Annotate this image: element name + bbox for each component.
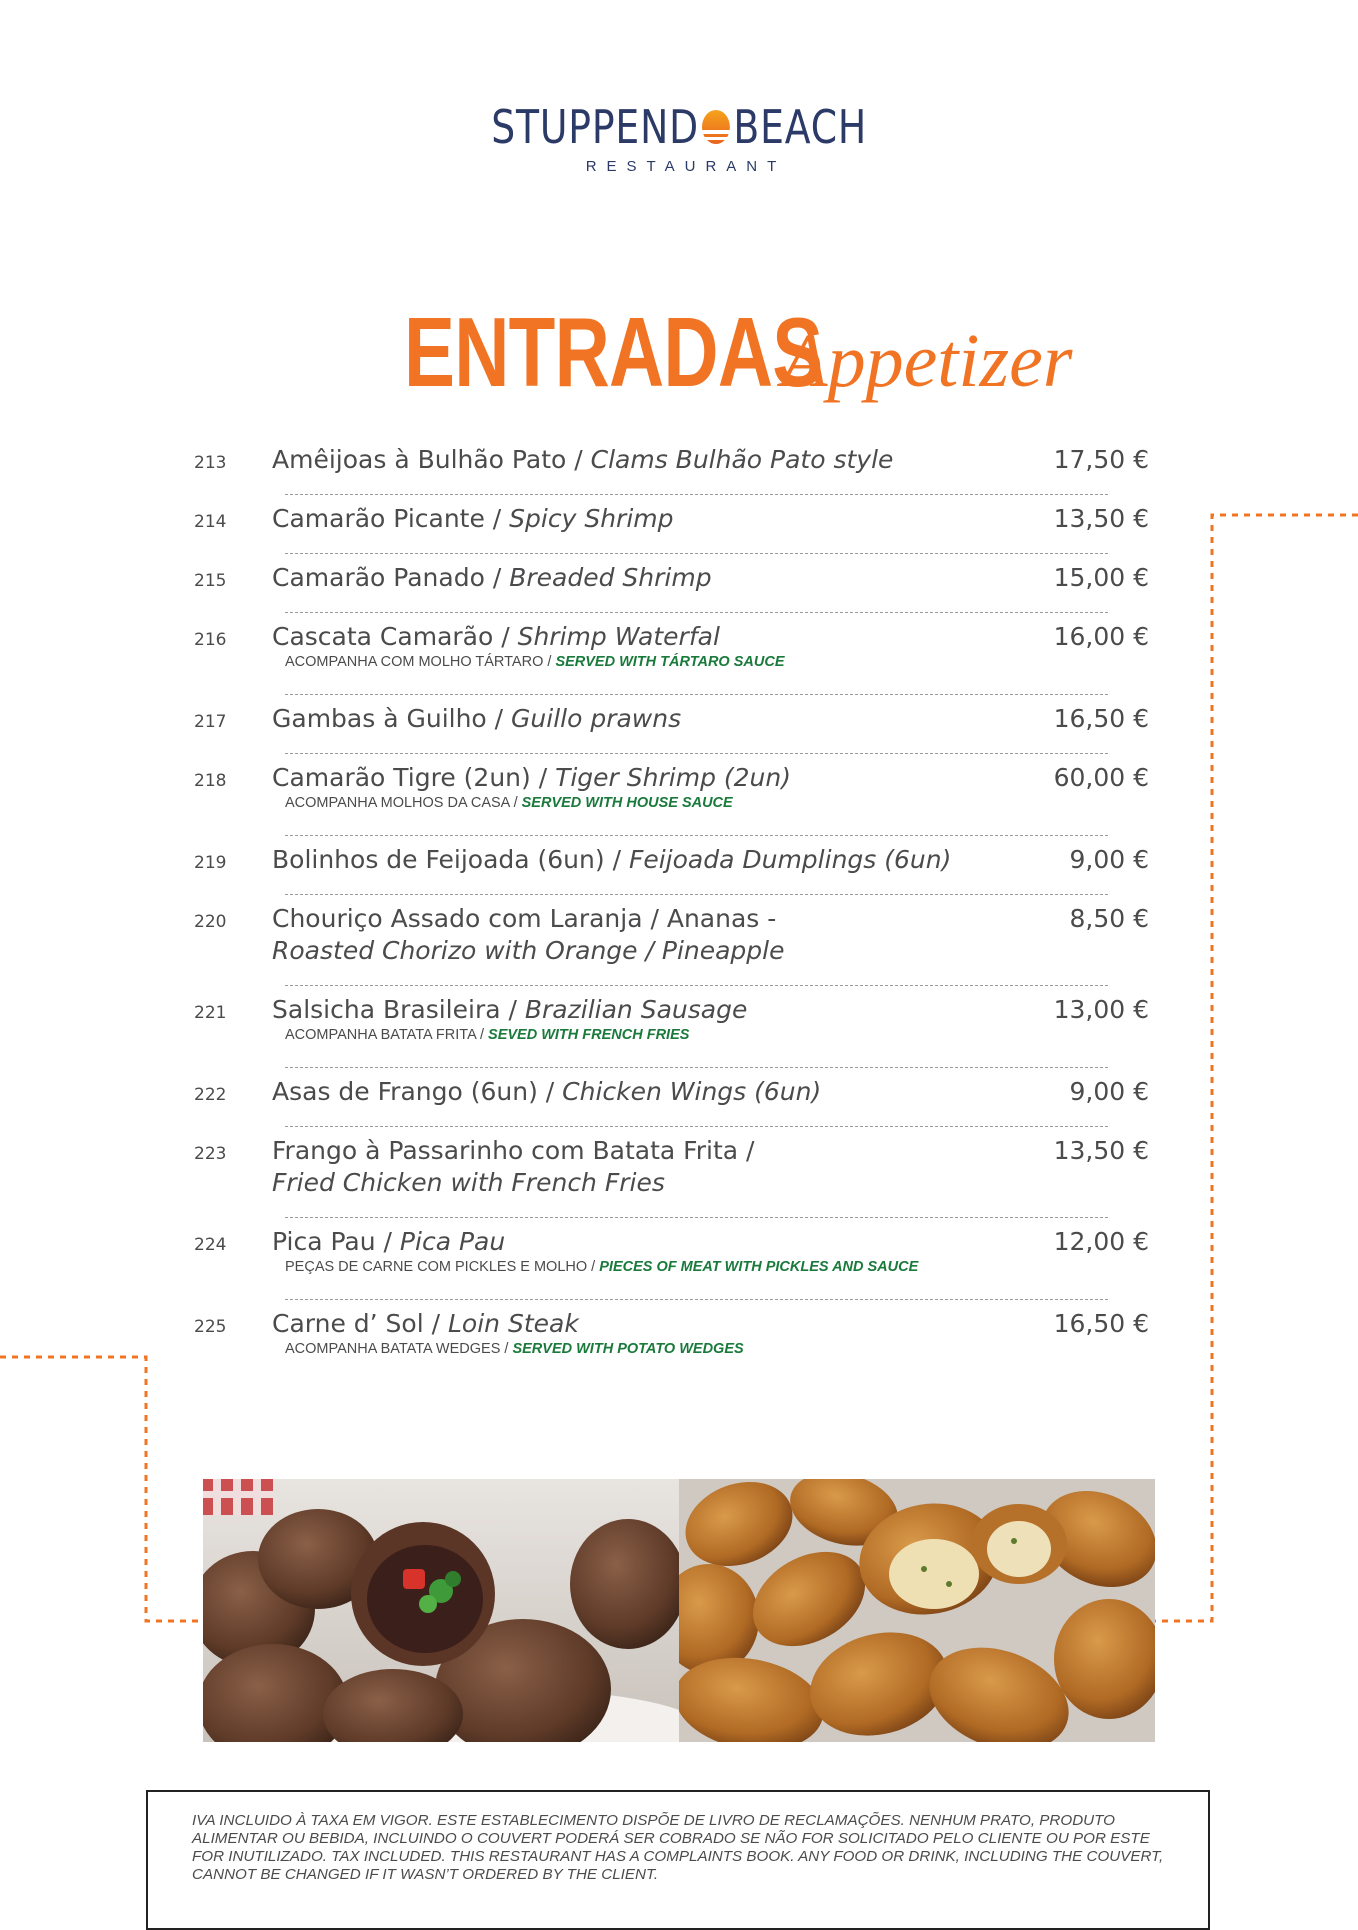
item-name-en [272,935,1149,967]
item-note-pt: ACOMPANHA BATATA WEDGES / [285,1341,513,1357]
menu-item [194,499,1149,558]
menu-item [194,558,1149,617]
item-description [272,758,1149,812]
title-english: Appetizer [781,319,1073,403]
item-number: 224 [194,1235,227,1255]
item-name-pt: Carne d’ Sol / [272,1309,448,1338]
item-number: 225 [194,1317,227,1337]
menu-item [194,1222,1149,1304]
item-description [272,1072,1149,1108]
item-name [272,762,1149,794]
item-name-en: Spicy Shrimp [509,504,674,533]
feijoada-dumplings-photo [203,1479,679,1742]
item-divider [285,694,1108,695]
item-name-en: Loin Steak [447,1309,579,1338]
item-description [272,990,1149,1044]
logo-name-left: STUPPEND [491,100,699,154]
item-name-pt: Bolinhos de Feijoada (6un) / [272,845,629,874]
item-number: 213 [194,453,227,473]
legal-notice-box [146,1790,1210,1930]
item-name-en [272,1167,1149,1199]
item-divider [285,1067,1108,1068]
item-price: 13,50 € [1053,504,1149,533]
item-price: 13,00 € [1053,995,1149,1024]
item-price: 16,00 € [1053,622,1149,651]
item-note-en: SERVED WITH POTATO WEDGES [512,1341,744,1357]
item-number: 215 [194,571,227,591]
item-divider [285,753,1108,754]
food-photos [203,1479,1155,1742]
item-name-en: Pica Pau [399,1227,506,1256]
menu-item [194,1072,1149,1131]
item-description [272,617,1149,671]
item-name [272,844,1149,876]
item-name-pt: Frango à Passarinho com Batata Frita / [272,1136,755,1165]
item-divider [285,835,1108,836]
menu-item [194,440,1149,499]
item-number: 217 [194,712,227,732]
item-name-pt: Camarão Picante / [272,504,510,533]
item-number: 221 [194,1003,227,1023]
item-number: 220 [194,912,227,932]
item-name-en: Breaded Shrimp [509,563,712,592]
item-note-en: SEVED WITH FRENCH FRIES [488,1027,690,1043]
item-name-en: Guillo prawns [511,704,682,733]
item-price: 16,50 € [1053,1309,1149,1338]
item-name [272,621,1149,653]
item-name-en: Tiger Shrimp (2un) [555,763,791,792]
item-description [272,558,1149,594]
item-description [272,840,1149,876]
item-note-pt: ACOMPANHA MOLHOS DA CASA / [285,795,522,811]
item-name [272,1226,1149,1258]
item-note-en: SERVED WITH HOUSE SAUCE [521,795,733,811]
menu-item [194,840,1149,899]
item-number: 223 [194,1144,227,1164]
item-name-en-text: Fried Chicken with French Fries [272,1168,665,1197]
item-name-en: Clams Bulhão Pato style [590,445,894,474]
logo-wordmark [491,100,867,154]
item-number: 222 [194,1085,227,1105]
item-note-pt: ACOMPANHA BATATA FRITA / [285,1027,489,1043]
item-description [272,440,1149,476]
item-divider [285,612,1108,613]
item-price: 8,50 € [1069,904,1149,933]
item-name-en: Shrimp Waterfal [517,622,720,651]
item-number: 216 [194,630,227,650]
item-price: 60,00 € [1053,763,1149,792]
item-name-pt: Camarão Tigre (2un) / [272,763,556,792]
item-note-en: PIECES OF MEAT WITH PICKLES AND SAUCE [599,1259,919,1275]
item-name-pt: Cascata Camarão / [272,622,518,651]
codfish-cakes-photo [679,1479,1155,1742]
item-name-pt: Chouriço Assado com Laranja / Ananas - [272,904,777,933]
item-price: 9,00 € [1069,845,1149,874]
menu-list [0,440,1358,1386]
item-name [272,994,1149,1026]
item-note [285,1258,1149,1276]
restaurant-logo [0,100,1358,175]
menu-item [194,758,1149,840]
item-description [272,1131,1149,1199]
item-name-en: Chicken Wings (6un) [562,1077,822,1106]
item-name [272,562,1149,594]
title-portuguese: ENTRADAS [403,297,823,407]
item-name-pt: Gambas à Guilho / [272,704,512,733]
item-number: 214 [194,512,227,532]
item-note [285,653,1149,671]
item-name [272,703,1149,735]
legal-notice-text: IVA INCLUIDO À TAXA EM VIGOR. ESTE ESTABLECIMENTO DISPÕE DE LIVRO DE RECLAMAÇÕES. NENHUM PRATO, PRODUTO ALIMENTAR OU BEBIDA, INCLUINDO O COUVERT PODERÁ SER COBRADO SE NÃO FOR SOLICITADO PELO CLIENTE OU POR ESTE FOR INUTILIZADO. TAX INCLUDED. THIS RESTAURANT HAS A COMPLAINTS BOOK. ANY FOOD OR DRINK, INCLUDING THE COUVERT, CANNOT BE CHANGED IF IT WASN’T ORDERED BY THE CLIENT. [192,1812,1164,1883]
item-divider [285,894,1108,895]
item-divider [285,494,1108,495]
item-name-en: Brazilian Sausage [524,995,748,1024]
item-note [285,1026,1149,1044]
menu-item [194,617,1149,699]
item-divider [285,1126,1108,1127]
item-note [285,794,1149,812]
item-description [272,899,1149,967]
item-name-pt: Camarão Panado / [272,563,510,592]
menu-item [194,1304,1149,1386]
item-price: 15,00 € [1053,563,1149,592]
item-name-pt: Amêijoas à Bulhão Pato / [272,445,591,474]
item-name-en-text: Roasted Chorizo with Orange / Pineapple [272,936,785,965]
item-price: 9,00 € [1069,1077,1149,1106]
item-name [272,444,1149,476]
item-name [272,1076,1149,1108]
item-divider [285,553,1108,554]
item-note [285,1340,1149,1358]
item-divider [285,1217,1108,1218]
item-description [272,499,1149,535]
menu-item [194,899,1149,990]
item-description [272,1222,1149,1276]
item-name-pt: Pica Pau / [272,1227,400,1256]
sunset-icon [700,108,731,146]
page-title [0,296,1358,409]
logo-subtitle: RESTAURANT [585,158,787,175]
item-note-pt: ACOMPANHA COM MOLHO TÁRTARO / [285,654,556,670]
item-name-pt: Asas de Frango (6un) / [272,1077,563,1106]
item-name [272,503,1149,535]
item-name-en: Feijoada Dumplings (6un) [628,845,952,874]
item-price: 12,00 € [1053,1227,1149,1256]
item-divider [285,1299,1108,1300]
item-price: 16,50 € [1053,704,1149,733]
item-price: 13,50 € [1053,1136,1149,1165]
item-name-pt: Salsicha Brasileira / [272,995,525,1024]
item-price: 17,50 € [1053,445,1149,474]
item-name [272,1308,1149,1340]
menu-item [194,699,1149,758]
item-note-en: SERVED WITH TÁRTARO SAUCE [555,654,785,670]
menu-item [194,1131,1149,1222]
menu-item [194,990,1149,1072]
item-note-pt: PEÇAS DE CARNE COM PICKLES E MOLHO / [285,1259,600,1275]
item-description [272,1304,1149,1358]
item-number: 219 [194,853,227,873]
item-divider [285,985,1108,986]
item-number: 218 [194,771,227,791]
item-description [272,699,1149,735]
logo-name-right: BEACH [733,100,867,154]
